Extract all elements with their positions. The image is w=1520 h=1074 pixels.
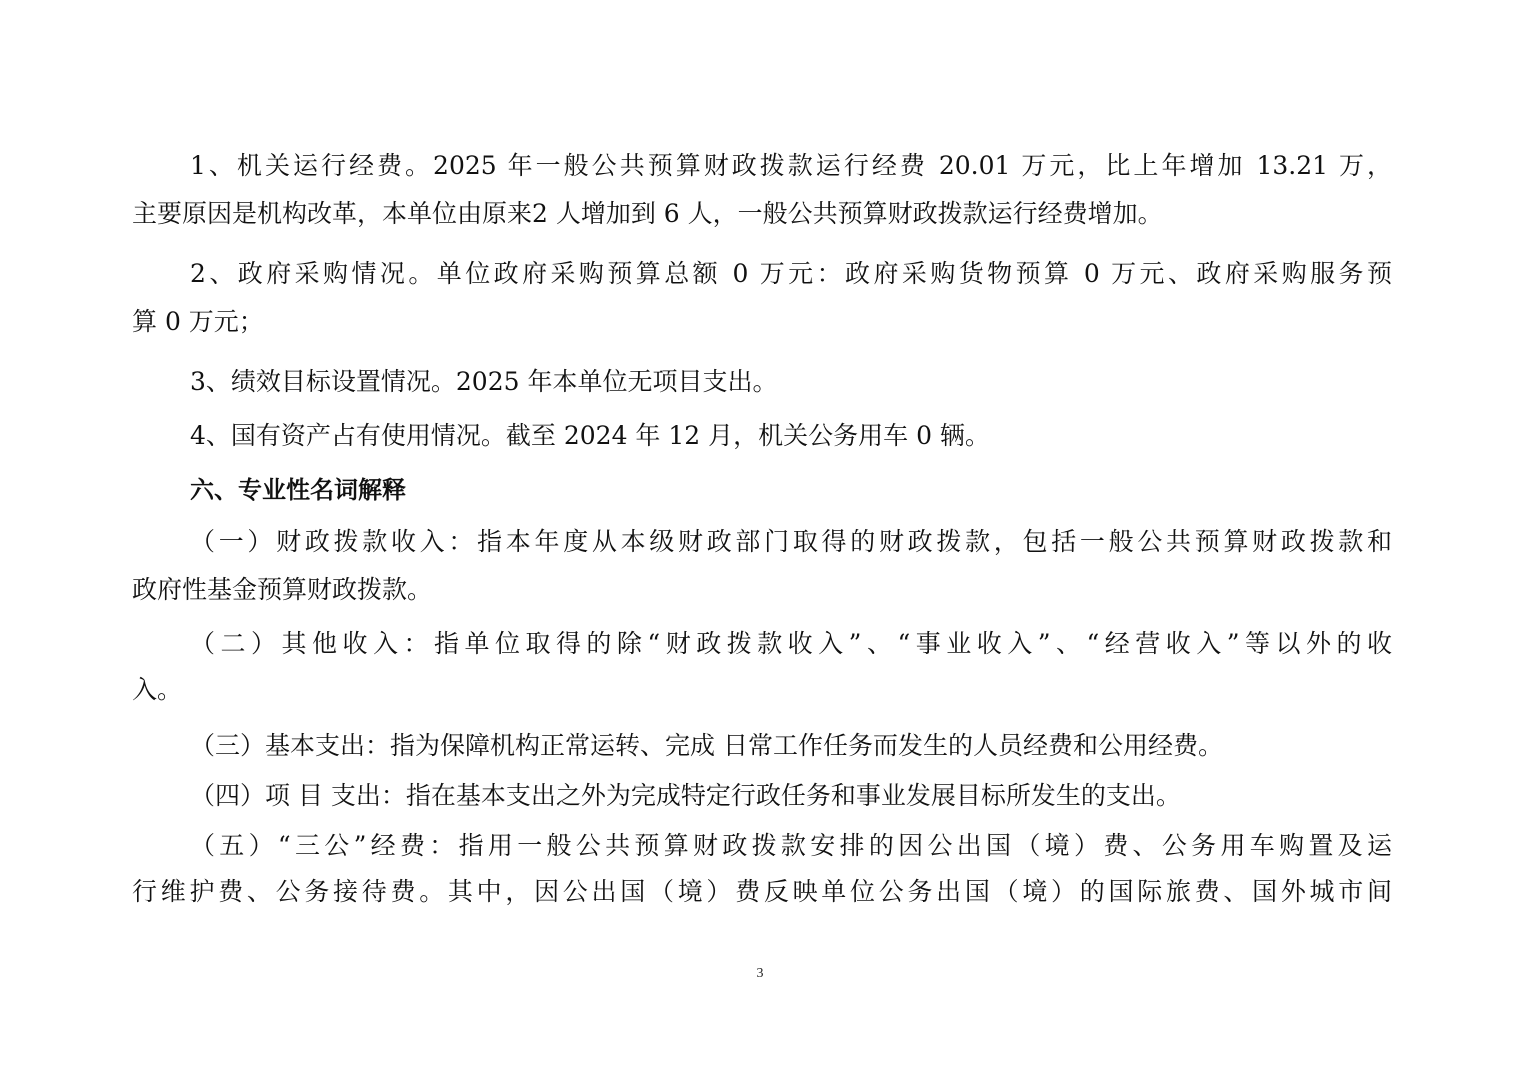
- section-heading: 六、专业性名词解释: [190, 476, 406, 504]
- paragraph-8-line-1: （四）项 目 支出：指在基本支出之外为完成特定行政任务和事业发展目标所发生的支出。: [190, 781, 1181, 810]
- paragraph-6-line-2: 入。: [132, 675, 183, 704]
- paragraph-6-line-1: （二）其他收入：指单位取得的除“财政拨款收入”、“事业收入”、“经营收入”等以外的收: [190, 629, 1392, 658]
- paragraph-1-line-1: 1、机关运行经费。2025 年一般公共预算财政拨款运行经费 20.01 万元，比上年增加 13.21 万，: [190, 151, 1392, 180]
- paragraph-5-line-1: （一）财政拨款收入：指本年度从本级财政部门取得的财政拨款，包括一般公共预算财政拨款和: [190, 527, 1392, 556]
- paragraph-2-line-1: 2、政府采购情况。单位政府采购预算总额 0 万元：政府采购货物预算 0 万元、政府采购服务预: [190, 259, 1392, 288]
- paragraph-2-line-2: 算 0 万元；: [132, 307, 264, 336]
- page-number: 3: [756, 966, 764, 981]
- paragraph-9-line-2: 行维护费、公务接待费。其中，因公出国（境）费反映单位公务出国（境）的国际旅费、国外城市间: [132, 877, 1392, 906]
- paragraph-7-line-1: （三）基本支出：指为保障机构正常运转、完成 日常工作任务而发生的人员经费和公用经费。: [190, 731, 1223, 760]
- paragraph-3-line-1: 3、绩效目标设置情况。2025 年本单位无项目支出。: [190, 367, 778, 396]
- paragraph-4-line-1: 4、国有资产占有使用情况。截至 2024 年 12 月，机关公务用车 0 辆。: [190, 421, 990, 450]
- paragraph-1-line-2: 主要原因是机构改革，本单位由原来2 人增加到 6 人，一般公共预算财政拨款运行经费增加。: [132, 199, 1163, 228]
- paragraph-9-line-1: （五）“三公”经费：指用一般公共预算财政拨款安排的因公出国（境）费、公务用车购置及运: [190, 831, 1392, 860]
- paragraph-5-line-2: 政府性基金预算财政拨款。: [132, 575, 433, 604]
